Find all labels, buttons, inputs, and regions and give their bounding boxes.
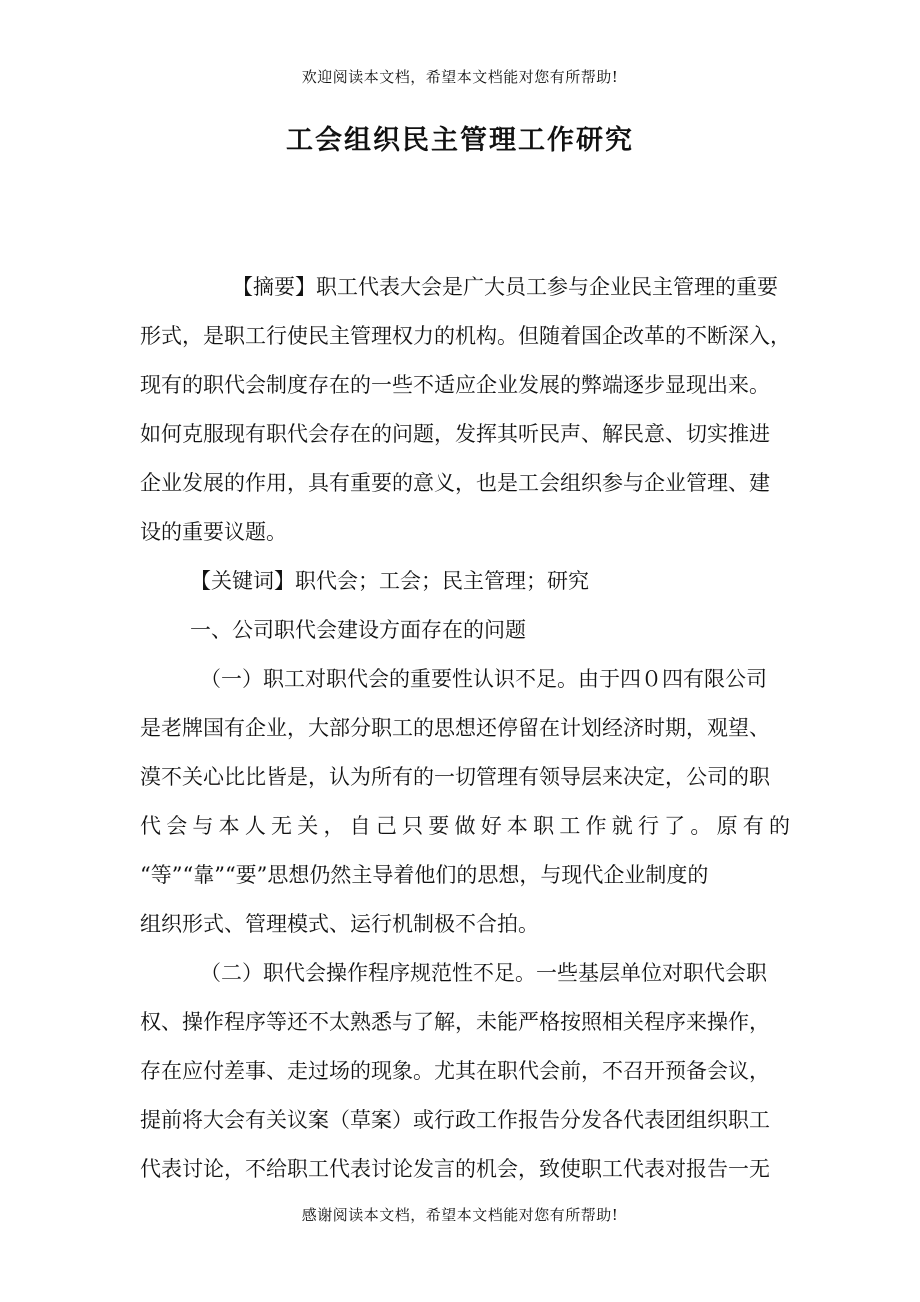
paragraph-line: “等”“靠”“要”思想仍然主导着他们的思想，与现代企业制度的 xyxy=(140,863,709,887)
paragraph-line: 是老牌国有企业，大部分职工的思想还停留在计划经济时期，观望、 xyxy=(140,716,770,740)
section-heading xyxy=(140,606,790,655)
abstract-line: 形式，是职工行使民主管理权力的机构。但随着国企改革的不断深入， xyxy=(140,324,791,348)
abstract-line: 企业发展的作用，具有重要的意义，也是工会组织参与企业管理、建 xyxy=(140,471,770,495)
footer-note: 感谢阅读本文档，希望本文档能对您有所帮助! xyxy=(301,1206,619,1224)
abstract-line: 现有的职代会制度存在的一些不适应企业发展的弊端逐步显现出来。 xyxy=(140,373,770,397)
paragraph-line: 权、操作程序等还不太熟悉与了解，未能严格按照相关程序来操作， xyxy=(140,1010,770,1034)
section-heading-line: 一、公司职代会建设方面存在的问题 xyxy=(190,618,526,642)
paragraph-line: （一）职工对职代会的重要性认识不足。由于四０四有限公司 xyxy=(200,667,767,691)
abstract-paragraph xyxy=(140,263,790,557)
document-body xyxy=(140,263,790,1194)
keywords-line: 【关键词】职代会；工会；民主管理；研究 xyxy=(190,569,589,593)
keywords-paragraph xyxy=(140,557,790,606)
header-note: 欢迎阅读本文档，希望本文档能对您有所帮助! xyxy=(301,68,619,86)
paragraph-line: （二）职代会操作程序规范性不足。一些基层单位对职代会职 xyxy=(200,961,767,985)
abstract-line: 如何克服现有职代会存在的问题，发挥其听民声、解民意、切实推进 xyxy=(140,422,770,446)
body-paragraph-1 xyxy=(140,655,790,949)
paragraph-line: 存在应付差事、走过场的现象。尤其在职代会前，不召开预备会议， xyxy=(140,1059,770,1083)
paragraph-line: 代会与本人无关，自己只要做好本职工作就行了。原有的 xyxy=(140,814,790,838)
abstract-line: 设的重要议题。 xyxy=(140,520,287,544)
paragraph-line: 漠不关心比比皆是，认为所有的一切管理有领导层来决定，公司的职 xyxy=(140,765,770,789)
paragraph-line: 组织形式、管理模式、运行机制极不合拍。 xyxy=(140,912,539,936)
document-title: 工会组织民主管理工作研究 xyxy=(286,125,634,156)
paragraph-line: 代表讨论，不给职工代表讨论发言的机会，致使职工代表对报告一无 xyxy=(140,1157,770,1181)
paragraph-line: 提前将大会有关议案（草案）或行政工作报告分发各代表团组织职工 xyxy=(140,1108,770,1132)
body-paragraph-2 xyxy=(140,949,790,1194)
abstract-line: 【摘要】职工代表大会是广大员工参与企业民主管理的重要 xyxy=(232,275,778,299)
